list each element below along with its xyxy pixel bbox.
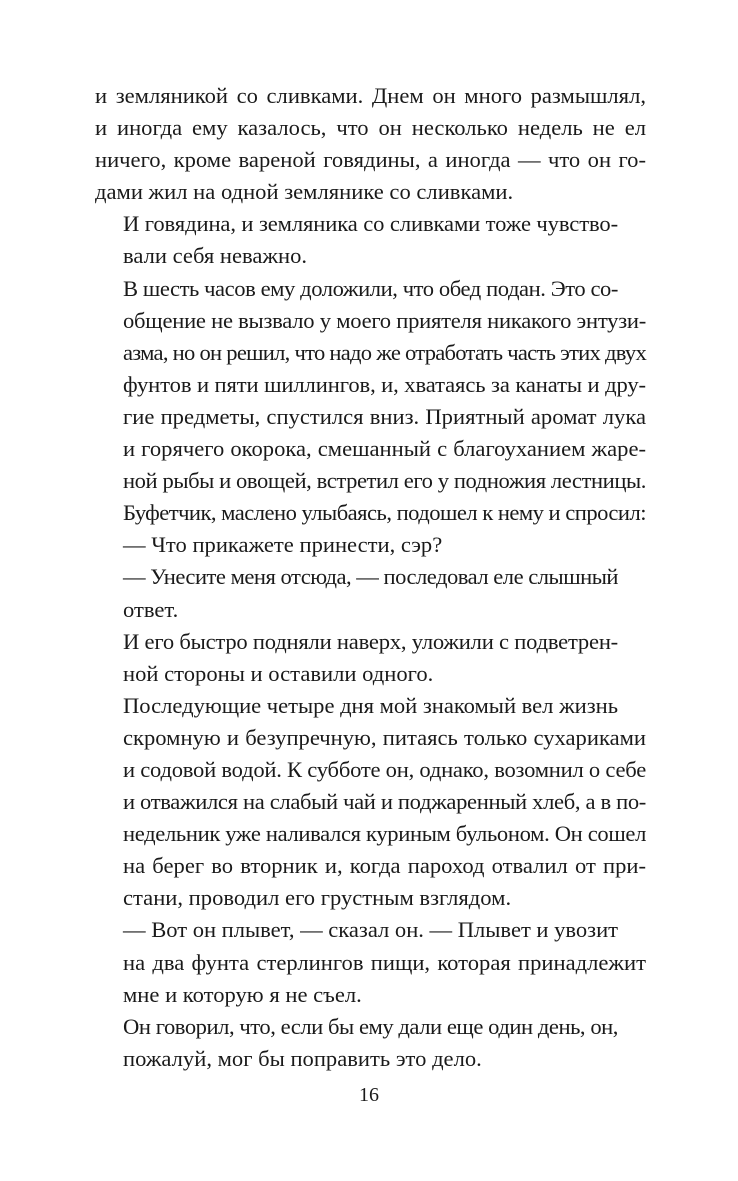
text-line: и отважился на слабый чай и поджаренный хлеб, а в по- xyxy=(123,789,646,815)
text-line: и горячего окорока, смешанный с благоуханием жаре- xyxy=(123,436,646,462)
text-line: и содовой водой. К субботе он, однако, возомнил о себе xyxy=(123,756,647,782)
text-line: недельник уже наливался куриным бульоном. Он сошел xyxy=(123,821,646,847)
text-line: и иногда ему казалось, что он несколько недель не ел xyxy=(95,115,646,141)
text-line: — Вот он плывет, — сказал он. — Плывет и увозит xyxy=(123,917,618,943)
page-text-body xyxy=(95,80,647,1071)
paragraph-2 xyxy=(95,208,646,272)
text-line: Последующие четыре дня мой знакомый вел жизнь xyxy=(123,692,618,718)
text-line: ничего, кроме вареной говядины, а иногда — что он го- xyxy=(95,147,646,173)
text-line: — Что прикажете принести, сэр? xyxy=(123,532,443,558)
text-line: на два фунта стерлингов пищи, которая принадлежит xyxy=(123,949,646,975)
text-line: пожалуй, мог бы поправить это дело. xyxy=(123,1045,482,1071)
paragraph-7 xyxy=(95,690,646,915)
text-line: фунтов и пяти шиллингов, и, хватаясь за канаты и дру- xyxy=(123,371,646,397)
text-line: дами жил на одной землянике со сливками. xyxy=(95,179,514,205)
text-line: Буфетчик, маслено улыбаясь, подошел к нему и спросил: xyxy=(123,500,646,526)
paragraph-3 xyxy=(95,273,646,530)
text-line: ответ. xyxy=(123,596,179,622)
text-line: общение не вызвало у моего приятеля никакого энтузи- xyxy=(123,307,646,333)
text-line: вали себя неважно. xyxy=(123,243,308,269)
text-line: мне и которую я не съел. xyxy=(123,981,362,1007)
paragraph-9 xyxy=(95,1011,646,1075)
text-line: гие предметы, спустился вниз. Приятный аромат лука xyxy=(123,403,646,429)
text-line: Он говорил, что, если бы ему дали еще один день, он, xyxy=(123,1013,618,1039)
paragraph-6 xyxy=(95,626,646,690)
text-line: и земляникой со сливками. Днем он много размышлял, xyxy=(95,83,646,108)
paragraph-4 xyxy=(95,529,646,561)
text-line: И его быстро подняли наверх, уложили с подветрен- xyxy=(123,628,618,654)
text-line: скромную и безупречную, питаясь только сухариками xyxy=(123,724,646,750)
text-line: И говядина, и земляника со сливками тоже чувство- xyxy=(123,211,618,237)
text-line: ной стороны и оставили одного. xyxy=(123,660,434,686)
text-line: В шесть часов ему доложили, что обед подан. Это со- xyxy=(123,275,618,301)
text-line: ной рыбы и овощей, встретил его у подножия лестницы. xyxy=(123,468,646,494)
text-line: стани, проводил его грустным взглядом. xyxy=(123,885,512,911)
paragraph-1 xyxy=(95,80,646,208)
text-line: — Унесите меня отсюда, — последовал еле слышный xyxy=(123,564,618,590)
paragraph-5 xyxy=(95,561,646,625)
page-number: 16 xyxy=(359,1084,379,1106)
text-line: на берег во вторник и, когда пароход отвалил от при- xyxy=(123,853,646,879)
paragraph-8 xyxy=(95,914,646,1010)
text-line: азма, но он решил, что надо же отработать часть этих двух xyxy=(123,339,646,365)
